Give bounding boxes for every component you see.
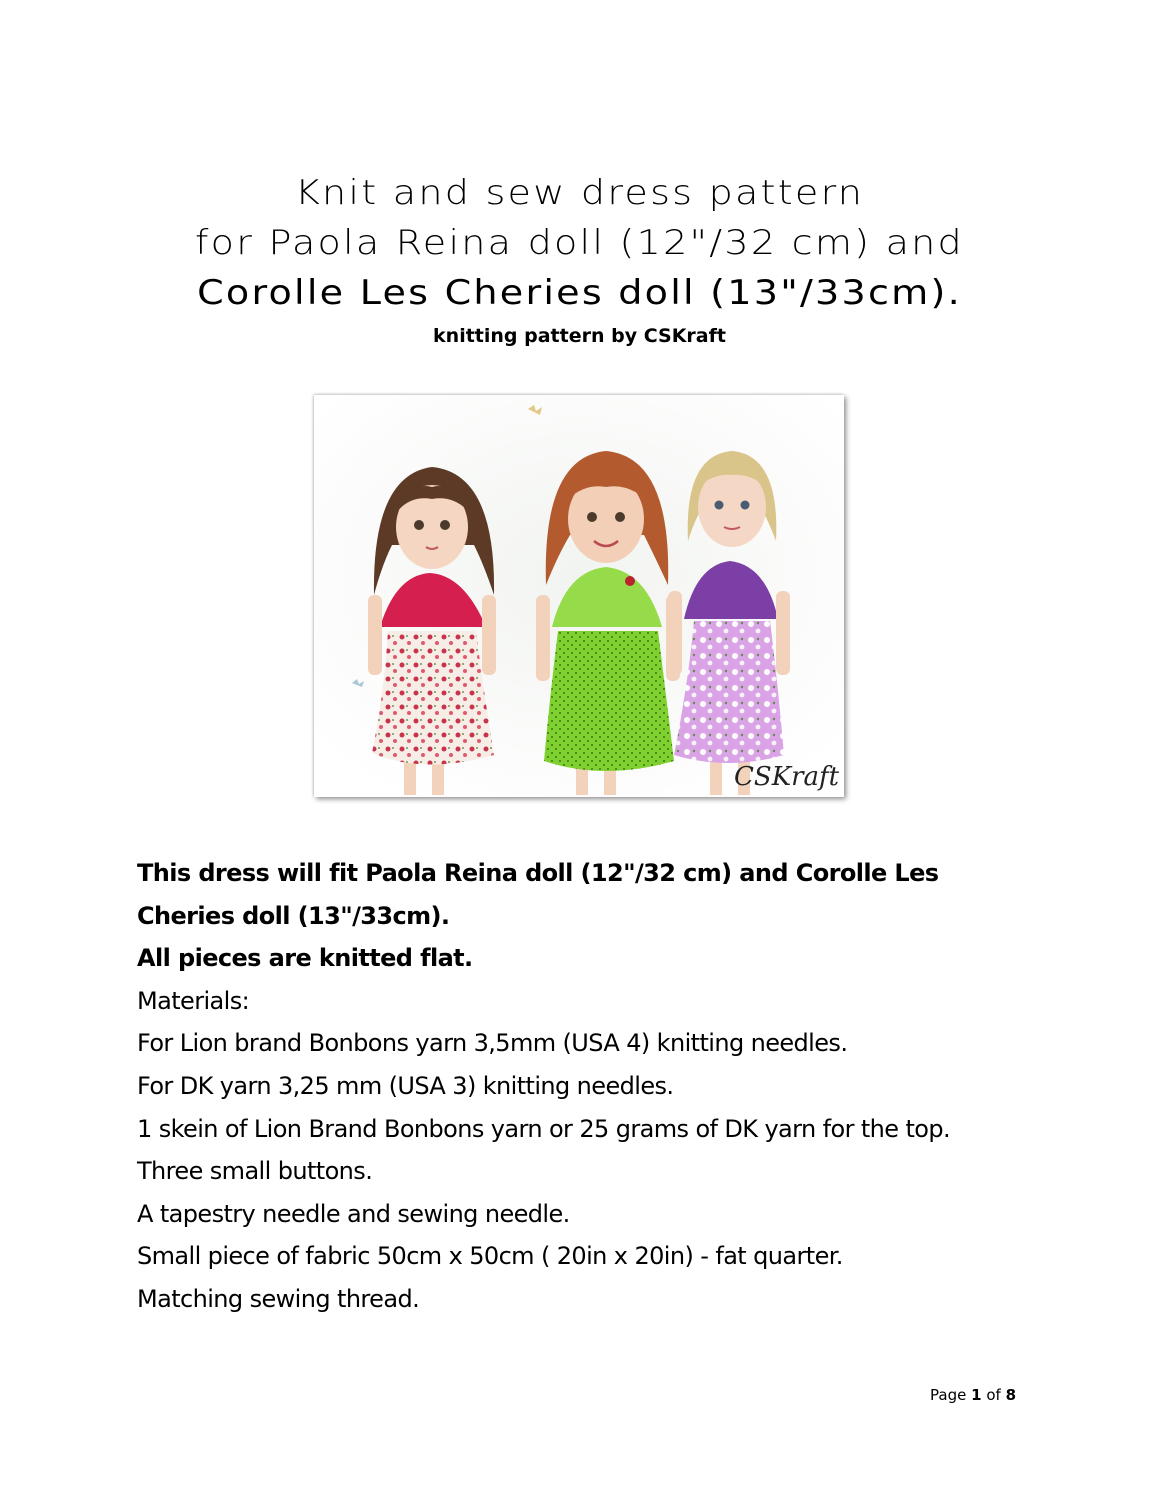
knitted-flat-note: All pieces are knitted flat.: [137, 944, 473, 973]
doll-2: [536, 451, 680, 795]
title-line-1: Knit and sew dress pattern: [294, 173, 865, 213]
page-current: 1: [971, 1386, 982, 1404]
materials-item: For Lion brand Bonbons yarn 3,5mm (USA 4) knitting needles.: [137, 1029, 848, 1058]
photo-watermark: CSKraft: [734, 762, 840, 792]
fit-statement: This dress will fit Paola Reina doll (12"/32 cm) and Corolle Les Cheries doll (13"/33cm).: [137, 859, 939, 930]
byline: knitting pattern by CSKraft: [433, 325, 726, 347]
dolls-photo: [314, 395, 844, 797]
materials-heading: Materials:: [137, 986, 250, 1015]
title-block: [0, 168, 1159, 350]
dolls-illustration: [314, 395, 844, 797]
materials-item: Matching sewing thread.: [137, 1284, 420, 1313]
page-number: [930, 1386, 1016, 1404]
title-line-3: Corolle Les Cheries doll (13"/33cm).: [197, 273, 962, 313]
materials-item: 1 skein of Lion Brand Bonbons yarn or 25 grams of DK yarn for the top.: [137, 1114, 951, 1143]
page-total: 8: [1005, 1386, 1017, 1404]
page-label: Page: [930, 1386, 967, 1404]
document-body: [137, 852, 1037, 1321]
materials-item: Small piece of fabric 50cm x 50cm ( 20in x 20in) - fat quarter.: [137, 1242, 843, 1271]
materials-item: Three small buttons.: [137, 1157, 373, 1186]
page-separator: of: [986, 1386, 1001, 1404]
materials-item: For DK yarn 3,25 mm (USA 3) knitting needles.: [137, 1071, 674, 1100]
title-line-2: for Paola Reina doll (12"/32 cm) and: [195, 223, 964, 263]
materials-item: A tapestry needle and sewing needle.: [137, 1199, 570, 1228]
